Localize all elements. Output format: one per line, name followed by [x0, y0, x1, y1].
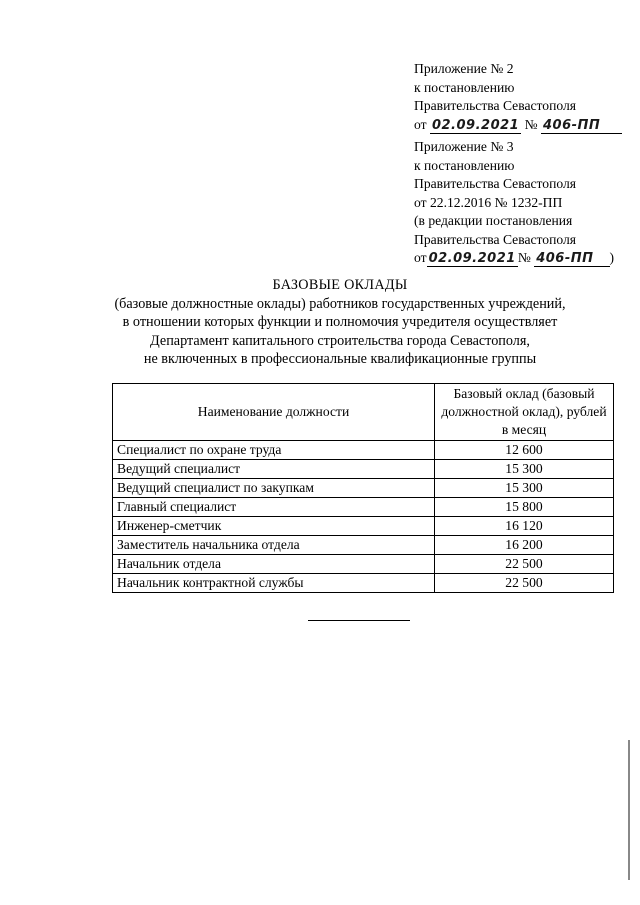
appendix-3-handwritten-date: 02.09.2021: [428, 251, 516, 266]
appendix-2-number-sign: №: [524, 116, 538, 132]
column-header-position: Наименование должности: [113, 384, 435, 441]
appendix-2-date-line: [414, 116, 614, 136]
position-name: Ведущий специалист по закупкам: [113, 479, 435, 498]
table-row: [113, 460, 614, 479]
appendix-3-line2: к постановлению: [414, 157, 515, 173]
document-subtitle-line4: не включенных в профессиональные квалификационные группы: [143, 351, 537, 367]
appendix-3-line3-b: Севастополя: [502, 176, 577, 191]
appendix-3-line3-a: Правительства: [414, 176, 500, 191]
appendix-2-line3-b: Севастополя: [502, 98, 577, 113]
appendix-2-title: Приложение № 2: [414, 61, 514, 76]
position-name: Главный специалист: [113, 498, 435, 517]
appendix-2-block: [414, 60, 614, 135]
salary-value: 15 300: [435, 479, 614, 498]
salary-value: 22 500: [435, 555, 614, 574]
closing-separator-line: [308, 620, 410, 621]
appendix-3-line5-c: постановления: [485, 213, 573, 228]
salary-value: 15 800: [435, 498, 614, 517]
appendix-3-handwritten-number: 406-ПП: [534, 251, 609, 267]
table-row: [113, 498, 614, 517]
position-name: Специалист по охране труда: [113, 441, 435, 460]
appendix-3-line3: [414, 175, 614, 194]
appendix-3-line4-c: №: [494, 194, 508, 210]
appendix-3-line6-b: Севастополя: [502, 231, 577, 247]
appendix-3-line5-a: (в: [414, 213, 425, 228]
appendix-3-closing-paren: ): [609, 250, 615, 265]
appendix-3-date-line: [414, 249, 614, 269]
appendix-2-line3-a: Правительства: [414, 98, 500, 113]
table-row: [113, 555, 614, 574]
position-name: Начальник контрактной службы: [113, 574, 435, 593]
position-name: Инженер-сметчик: [113, 517, 435, 536]
appendix-3-line5-b: редакции: [428, 213, 483, 228]
salary-value: 12 600: [435, 441, 614, 460]
table-row: [113, 479, 614, 498]
salary-value: 16 200: [435, 536, 614, 555]
appendix-2-line2: к постановлению: [414, 79, 515, 95]
appendix-2-line3: [414, 97, 614, 116]
appendix-3-line6: [414, 231, 614, 250]
appendix-3-number-sign: №: [517, 250, 531, 265]
table-body: [113, 441, 614, 593]
salary-value: 15 300: [435, 460, 614, 479]
table-row: [113, 574, 614, 593]
salary-value: 22 500: [435, 574, 614, 593]
appendix-3-line4-b: 22.12.2016: [429, 194, 492, 210]
appendix-2-prefix: от: [414, 116, 427, 132]
salary-table: [112, 383, 614, 593]
appendix-3-line6-a: Правительства: [414, 231, 500, 247]
appendix-3-block: [414, 138, 614, 269]
table-row: [113, 517, 614, 536]
appendix-3-prefix: от: [414, 250, 427, 265]
appendix-3-line4: [414, 194, 614, 213]
appendix-2-handwritten-number: 406-ПП: [541, 118, 622, 134]
table-row: [113, 536, 614, 555]
document-subtitle-line2: в отношении которых функции и полномочия учредителя осуществляет: [122, 314, 558, 330]
table-row: [113, 441, 614, 460]
table-header-row: [113, 384, 614, 441]
position-name: Ведущий специалист: [113, 460, 435, 479]
salary-value: 16 120: [435, 517, 614, 536]
scan-edge-mark: [628, 740, 630, 880]
column-header-salary: Базовый оклад (базовый должностной оклад), рублей в месяц: [435, 384, 614, 441]
position-name: Заместитель начальника отдела: [113, 536, 435, 555]
appendix-3-line5: [414, 212, 614, 231]
appendix-2-handwritten-date: 02.09.2021: [431, 117, 520, 133]
position-name: Начальник отдела: [113, 555, 435, 574]
document-title: БАЗОВЫЕ ОКЛАДЫ: [272, 277, 408, 293]
document-subtitle-line3: Департамент капитального строительства города Севастополя,: [150, 332, 530, 349]
appendix-3-line4-d: 1232-ПП: [510, 194, 563, 210]
document-heading: [60, 276, 620, 369]
appendix-3-title: Приложение № 3: [414, 139, 514, 154]
appendix-3-line4-a: от: [414, 194, 427, 210]
document-subtitle-line1: (базовые должностные оклады) работников государственных учреждений,: [114, 295, 566, 312]
